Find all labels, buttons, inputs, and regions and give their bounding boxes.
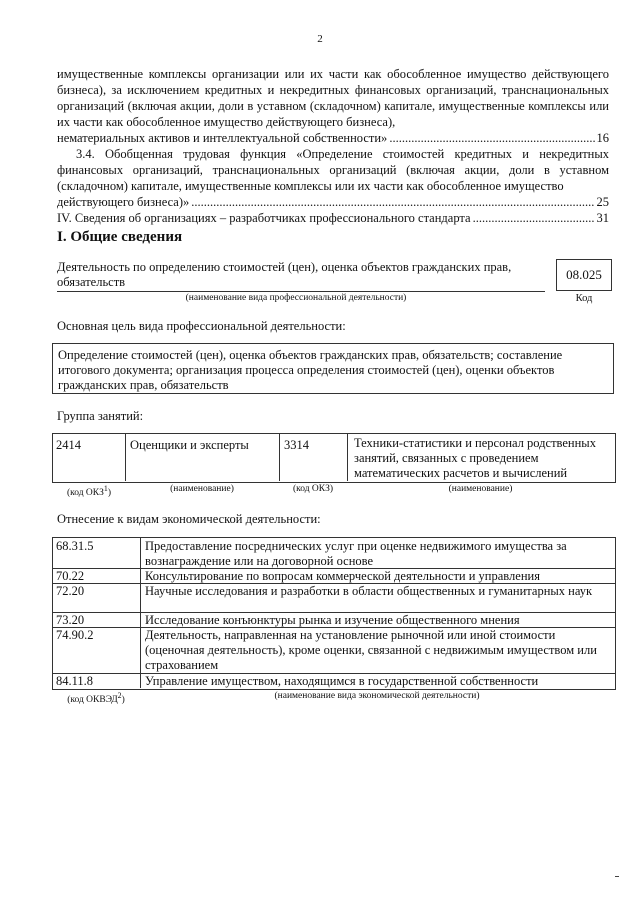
footnote-mark: 1 xyxy=(103,484,108,493)
toc-item-3-4-page: 25 xyxy=(596,195,609,209)
occupation-code-2: 3314 xyxy=(284,438,309,452)
table-of-contents xyxy=(57,66,609,226)
okved-code: 74.90.2 xyxy=(56,628,94,642)
okved-code: 70.22 xyxy=(56,569,85,583)
toc-item-3-4-last-line: действующего бизнеса)» xyxy=(57,195,190,209)
scan-mark xyxy=(615,876,619,877)
activity-underline xyxy=(57,291,545,292)
toc-item-3-3-leader[interactable] xyxy=(57,130,609,146)
activity-code-box xyxy=(556,259,612,291)
occupation-name-2: Техники-статистики и персонал родственных занятий, связанных с проведением математических расчетов и вычислений xyxy=(354,436,596,480)
main-goal-box xyxy=(52,343,614,394)
table-row-divider xyxy=(52,673,616,674)
table-divider xyxy=(347,433,348,481)
main-goal-text: Определение стоимостей (цен), оценка объектов гражданских прав, обязательств; составление итогового документа; организация процесса определения стоимостей (цен), оценки объектов гражданских прав, обязательств xyxy=(58,348,563,392)
okved-name: Исследование конъюнктуры рынка и изучение общественного мнения xyxy=(145,613,520,627)
activity-name: Деятельность по определению стоимостей (цен), оценка объектов гражданских прав, обязательств xyxy=(57,260,512,289)
main-goal-label: Основная цель вида профессиональной деятельности: xyxy=(57,319,346,333)
caption-text: ) xyxy=(121,695,125,706)
table-row-divider xyxy=(52,583,616,584)
occupation-code-1: 2414 xyxy=(56,438,81,452)
caption-text: ) xyxy=(107,488,112,499)
toc-item-3-3-page: 16 xyxy=(596,131,609,145)
toc-item-3-4-text: 3.4. Обобщенная трудовая функция «Определение стоимостей кредитных и некредитных финансовых организаций, транснациональных организаций (включая акции, доли в уставном (складочном) капитале, имущественные комплексы или их части как обособленное имущество xyxy=(57,147,609,193)
table-row-divider xyxy=(52,568,616,569)
okved-name: Предоставление посреднических услуг при оценке недвижимого имущества за вознаграждение или на договорной основе xyxy=(145,539,567,568)
okved-code: 84.11.8 xyxy=(56,674,94,688)
okved-name: Консультирование по вопросам коммерческой деятельности и управления xyxy=(145,569,540,583)
activity-code-caption: Код xyxy=(575,293,593,304)
okved-code: 68.31.5 xyxy=(56,539,94,553)
occupation-group-label: Группа занятий: xyxy=(57,409,144,423)
table-row-divider xyxy=(52,612,616,613)
toc-item-4-page: 31 xyxy=(596,211,609,225)
occupation-code-caption xyxy=(52,484,126,498)
economic-activity-label: Отнесение к видам экономической деятельности: xyxy=(57,512,321,526)
okved-name: Деятельность, направленная на установление рыночной или иной стоимости (оценочная деятельность), кроме оценки, связанной с недвижимым имуществом или страхованием xyxy=(145,628,597,672)
toc-item-4-text: IV. Сведения об организациях – разработчиках профессионального стандарта xyxy=(57,211,471,225)
table-row-divider xyxy=(52,627,616,628)
toc-dot-leader xyxy=(191,194,594,210)
okved-name: Научные исследования и разработки в области общественных и гуманитарных наук xyxy=(145,584,593,598)
section-title: I. Общие сведения xyxy=(57,229,183,245)
okved-name: Управление имуществом, находящимся в государственной собственности xyxy=(145,674,539,688)
okved-code: 72.20 xyxy=(56,584,85,598)
table-divider xyxy=(125,433,126,481)
okved-name-caption: (наименование вида экономической деятельности) xyxy=(274,691,480,701)
toc-dot-leader xyxy=(473,210,595,226)
caption-text: (код ОКЗ xyxy=(66,488,104,499)
activity-name-caption: (наименование вида профессиональной деятельности) xyxy=(185,293,407,303)
occupation-code-caption-2: (код ОКЗ) xyxy=(292,484,334,494)
footnote-mark: 2 xyxy=(117,691,122,700)
toc-item-3-3-text: имущественные комплексы организации или их части как обособленное имущество действующего бизнеса), за исключением кредитных и некредитных финансовых организаций, транснациональных организаций (включая акции, доли в уставном (складочном) капитале, имущественные комплексы или их части как обособленное имущество действующего бизнеса), xyxy=(57,67,609,129)
toc-dot-leader xyxy=(389,130,594,146)
caption-text: (код ОКВЭД xyxy=(67,695,118,706)
toc-item-3-3-last-line: нематериальных активов и интеллектуальной собственности» xyxy=(57,131,388,145)
okved-code: 73.20 xyxy=(56,613,85,627)
occupation-name-caption-2: (наименование) xyxy=(448,484,513,494)
activity-code: 08.025 xyxy=(566,267,602,282)
toc-item-3-4-leader[interactable] xyxy=(57,194,609,210)
toc-item-4-leader[interactable] xyxy=(57,210,609,226)
okved-code-caption xyxy=(52,691,140,705)
occupation-name-caption: (наименование) xyxy=(170,484,234,494)
table-divider xyxy=(279,433,280,481)
page-number: 2 xyxy=(317,33,323,45)
occupation-name-1: Оценщики и эксперты xyxy=(130,438,249,452)
